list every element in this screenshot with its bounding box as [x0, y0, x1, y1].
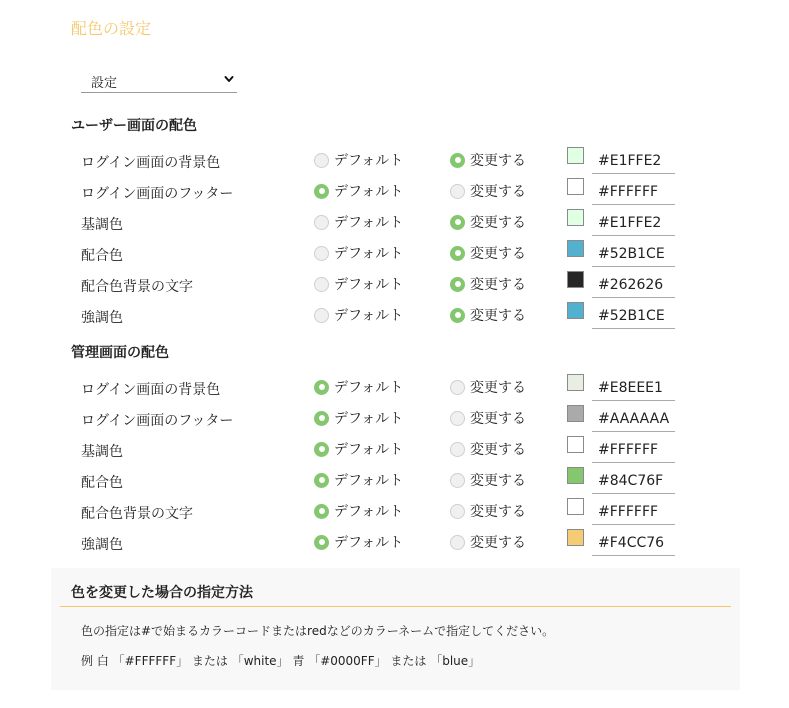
radio-button[interactable]: [450, 442, 465, 457]
radio-button[interactable]: [450, 535, 465, 550]
radio-button[interactable]: [314, 442, 329, 457]
change-option[interactable]: [450, 408, 526, 428]
color-swatch[interactable]: [567, 209, 584, 226]
chevron-down-icon: [224, 72, 234, 86]
color-setting-row: [0, 373, 789, 404]
setting-label: ログイン画面の背景色: [81, 155, 221, 171]
radio-button[interactable]: [450, 215, 465, 230]
help-instruction: 色の指定は#で始まるカラーコードまたはredなどのカラーネームで指定してください。: [81, 624, 555, 638]
default-radio-label: デフォルト: [334, 277, 404, 293]
radio-button[interactable]: [450, 380, 465, 395]
setting-label: ログイン画面の背景色: [81, 382, 221, 398]
default-radio-label: デフォルト: [334, 380, 404, 396]
change-option[interactable]: [450, 243, 526, 263]
color-code-field[interactable]: [592, 404, 675, 432]
setting-label: 配合色: [81, 475, 123, 491]
color-setting-row: [0, 239, 789, 270]
color-code-field[interactable]: [592, 239, 675, 267]
default-radio-label: デフォルト: [334, 473, 404, 489]
color-swatch[interactable]: [567, 529, 584, 546]
color-setting-row: [0, 497, 789, 528]
page-title: 配色の設定: [71, 19, 152, 38]
change-option[interactable]: [450, 150, 526, 170]
setting-label: 配合色背景の文字: [81, 506, 193, 522]
default-radio-label: デフォルト: [334, 504, 404, 520]
radio-button[interactable]: [314, 504, 329, 519]
radio-button[interactable]: [450, 246, 465, 261]
setting-label: ログイン画面のフッター: [81, 186, 234, 202]
radio-button[interactable]: [314, 215, 329, 230]
color-code-field[interactable]: [592, 177, 675, 205]
change-radio-label: 変更する: [470, 153, 526, 169]
default-option[interactable]: [314, 274, 403, 294]
radio-button[interactable]: [450, 411, 465, 426]
color-code-field[interactable]: [592, 435, 675, 463]
change-radio-label: 変更する: [470, 277, 526, 293]
default-option[interactable]: [314, 532, 403, 552]
color-code-field[interactable]: [592, 146, 675, 174]
change-radio-label: 変更する: [470, 473, 526, 489]
color-code-field[interactable]: [592, 208, 675, 236]
color-code-field[interactable]: [592, 270, 675, 298]
radio-button[interactable]: [314, 153, 329, 168]
change-radio-label: 変更する: [470, 535, 526, 551]
default-option[interactable]: [314, 439, 403, 459]
settings-select[interactable]: [81, 68, 237, 93]
default-radio-label: デフォルト: [334, 153, 404, 169]
color-swatch[interactable]: [567, 467, 584, 484]
default-option[interactable]: [314, 408, 403, 428]
color-swatch[interactable]: [567, 271, 584, 288]
color-setting-row: [0, 208, 789, 239]
color-code-field[interactable]: [592, 373, 675, 401]
change-radio-label: 変更する: [470, 442, 526, 458]
help-title: 色を変更した場合の指定方法: [71, 585, 253, 601]
setting-label: 強調色: [81, 310, 123, 326]
default-option[interactable]: [314, 243, 403, 263]
setting-label: 配合色: [81, 248, 123, 264]
radio-button[interactable]: [314, 246, 329, 261]
color-swatch[interactable]: [567, 405, 584, 422]
change-radio-label: 変更する: [470, 184, 526, 200]
default-option[interactable]: [314, 501, 403, 521]
setting-label: 強調色: [81, 537, 123, 553]
radio-button[interactable]: [450, 184, 465, 199]
radio-button[interactable]: [314, 277, 329, 292]
change-option[interactable]: [450, 181, 526, 201]
default-radio-label: デフォルト: [334, 442, 404, 458]
color-code-field[interactable]: [592, 466, 675, 494]
setting-label: ログイン画面のフッター: [81, 413, 234, 429]
default-option[interactable]: [314, 470, 403, 490]
radio-button[interactable]: [314, 380, 329, 395]
radio-button[interactable]: [314, 184, 329, 199]
radio-button[interactable]: [450, 473, 465, 488]
color-setting-row: [0, 301, 789, 332]
help-panel: [51, 568, 740, 690]
change-option[interactable]: [450, 532, 526, 552]
change-radio-label: 変更する: [470, 308, 526, 324]
change-option[interactable]: [450, 439, 526, 459]
change-option[interactable]: [450, 305, 526, 325]
change-option[interactable]: [450, 470, 526, 490]
default-option[interactable]: [314, 150, 403, 170]
color-swatch[interactable]: [567, 498, 584, 515]
change-option[interactable]: [450, 377, 526, 397]
color-code-field[interactable]: [592, 301, 675, 329]
color-setting-row: [0, 270, 789, 301]
color-setting-row: [0, 466, 789, 497]
default-radio-label: デフォルト: [334, 215, 404, 231]
color-setting-row: [0, 528, 789, 559]
change-radio-label: 変更する: [470, 411, 526, 427]
radio-button[interactable]: [314, 411, 329, 426]
change-radio-label: 変更する: [470, 215, 526, 231]
section-heading: ユーザー画面の配色: [71, 118, 197, 134]
color-swatch[interactable]: [567, 374, 584, 391]
change-option[interactable]: [450, 501, 526, 521]
default-option[interactable]: [314, 305, 403, 325]
help-example: 例 白 「#FFFFFF」 または 「white」 青 「#0000FF」 または 「blue」: [81, 654, 481, 668]
change-option[interactable]: [450, 274, 526, 294]
color-swatch[interactable]: [567, 147, 584, 164]
color-setting-row: [0, 404, 789, 435]
radio-button[interactable]: [450, 277, 465, 292]
radio-button[interactable]: [314, 473, 329, 488]
change-radio-label: 変更する: [470, 504, 526, 520]
help-divider: [60, 606, 731, 607]
default-radio-label: デフォルト: [334, 535, 404, 551]
default-option[interactable]: [314, 377, 403, 397]
default-option[interactable]: [314, 212, 403, 232]
default-radio-label: デフォルト: [334, 184, 404, 200]
color-setting-row: [0, 177, 789, 208]
radio-button[interactable]: [450, 504, 465, 519]
default-radio-label: デフォルト: [334, 246, 404, 262]
setting-label: 基調色: [81, 217, 123, 233]
radio-button[interactable]: [450, 153, 465, 168]
section-heading: 管理画面の配色: [71, 345, 169, 361]
setting-label: 基調色: [81, 444, 123, 460]
settings-select-value: 設定: [91, 76, 118, 91]
radio-button[interactable]: [314, 308, 329, 323]
color-swatch[interactable]: [567, 240, 584, 257]
color-swatch[interactable]: [567, 436, 584, 453]
color-swatch[interactable]: [567, 302, 584, 319]
color-setting-row: [0, 435, 789, 466]
default-option[interactable]: [314, 181, 403, 201]
color-code-field[interactable]: [592, 528, 675, 556]
change-option[interactable]: [450, 212, 526, 232]
change-radio-label: 変更する: [470, 380, 526, 396]
color-swatch[interactable]: [567, 178, 584, 195]
change-radio-label: 変更する: [470, 246, 526, 262]
radio-button[interactable]: [450, 308, 465, 323]
color-code-field[interactable]: [592, 497, 675, 525]
setting-label: 配合色背景の文字: [81, 279, 193, 295]
default-radio-label: デフォルト: [334, 308, 404, 324]
color-setting-row: [0, 146, 789, 177]
radio-button[interactable]: [314, 535, 329, 550]
default-radio-label: デフォルト: [334, 411, 404, 427]
